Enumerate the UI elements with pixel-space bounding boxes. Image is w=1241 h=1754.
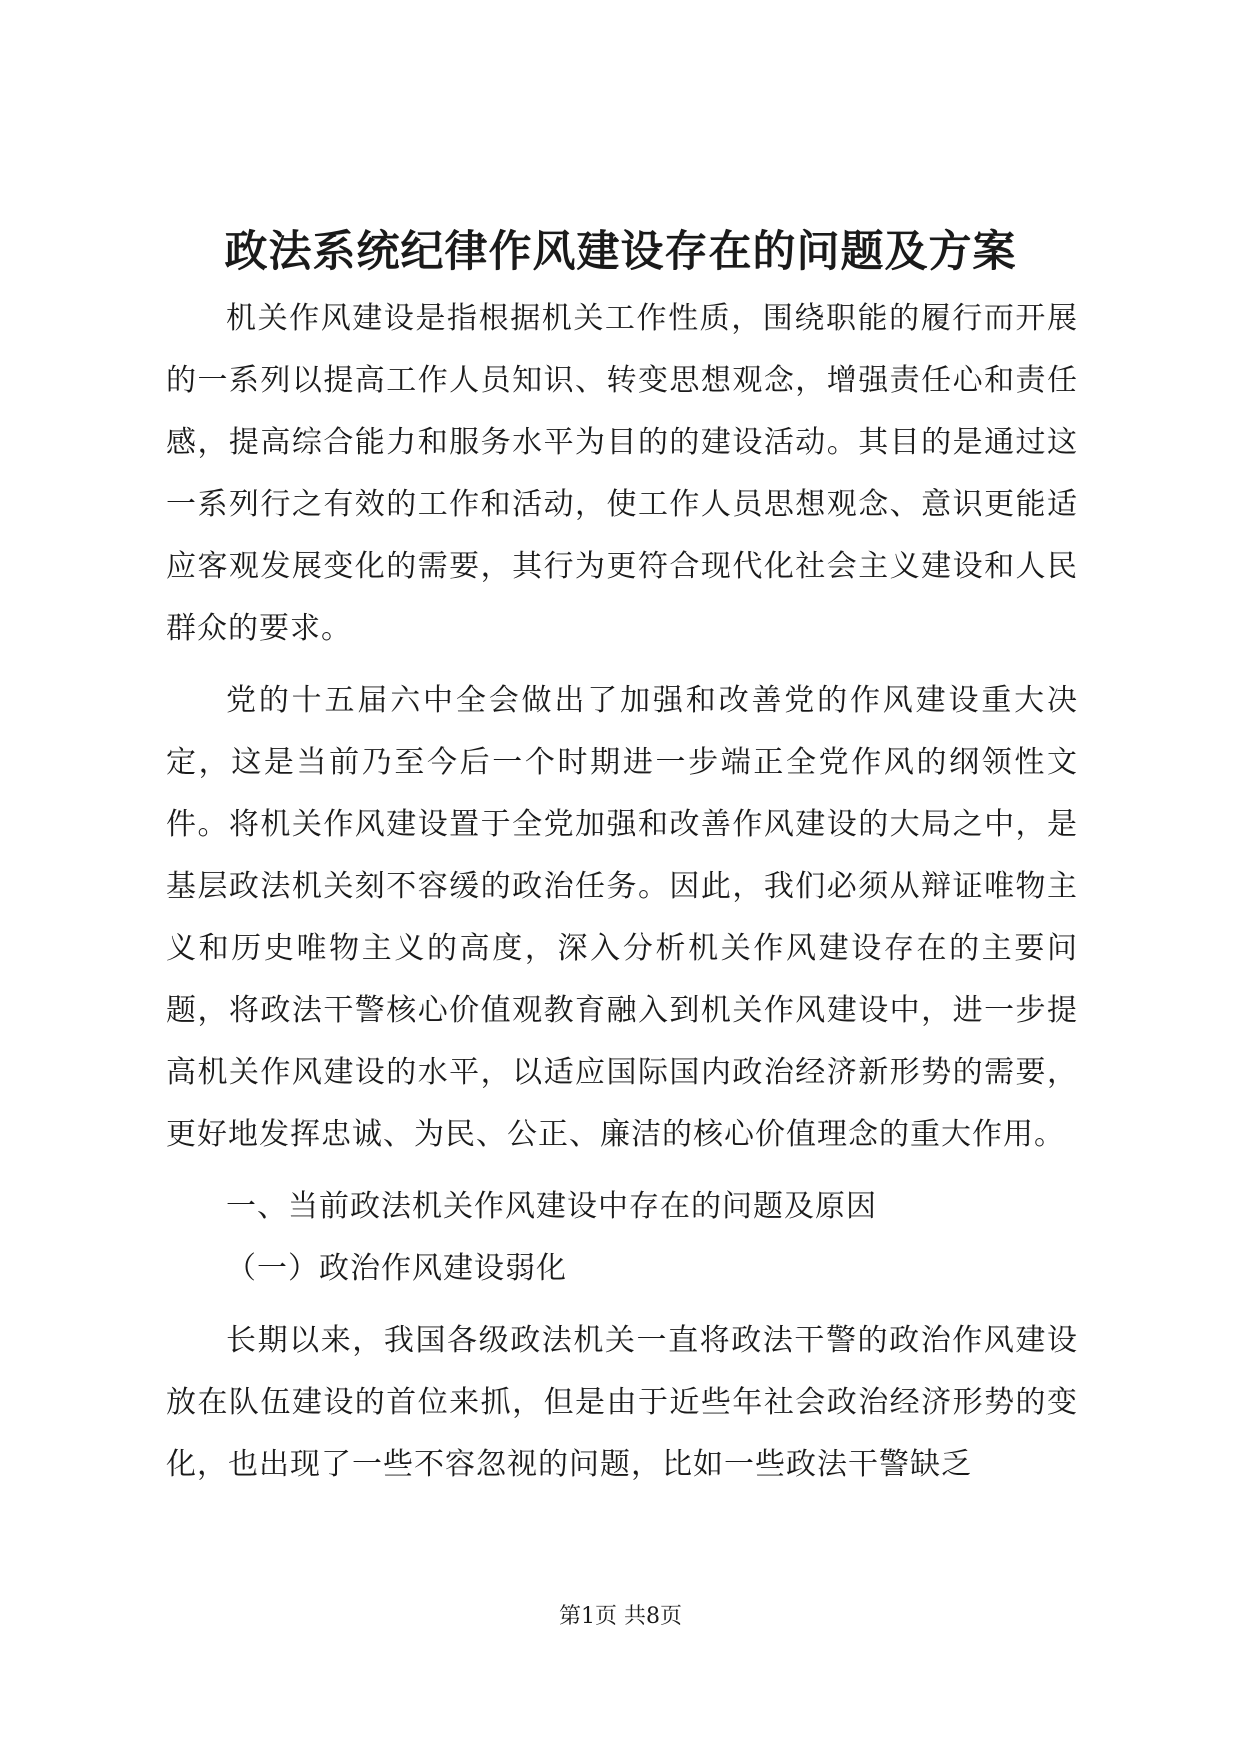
paragraph-political-style: 长期以来，我国各级政法机关一直将政法干警的政治作风建设放在队伍建设的首位来抓，但是由于近些年社会政治经济形势的变化，也出现了一些不容忽视的问题，比如一些政法干警缺乏 [166,1323,1078,1482]
section-heading: 一、当前政法机关作风建设中存在的问题及原因 [226,1189,877,1224]
paragraph-background: 党的十五届六中全会做出了加强和改善党的作风建设重大决定，这是当前乃至今后一个时期进一步端正全党作风的纲领性文件。将机关作风建设置于全党加强和改善作风建设的大局之中，是基层政法机关刻不容缓的政治任务。因此，我们必须从辩证唯物主义和历史唯物主义的高度，深入分析机关作风建设存在的主要问题，将政法干警核心价值观教育融入到机关作风建设中，进一步提高机关作风建设的水平，以适应国际国内政治经济新形势的需要，更好地发挥忠诚、为民、公正、廉洁的核心价值理念的重大作用。 [166,683,1078,1152]
paragraph-intro: 机关作风建设是指根据机关工作性质，围绕职能的履行而开展的一系列以提高工作人员知识、转变思想观念，增强责任心和责任感，提高综合能力和服务水平为目的的建设活动。其目的是通过这一系列行之有效的工作和活动，使工作人员思想观念、意识更能适应客观发展变化的需要，其行为更符合现代化社会主义建设和人民群众的要求。 [166,301,1078,646]
document-title: 政法系统纪律作风建设存在的问题及方案 [224,227,1017,277]
subsection-heading: （一）政治作风建设弱化 [226,1251,567,1286]
document-body [166,288,1078,1496]
page-number-footer: 第1页 共8页 [559,1604,682,1629]
